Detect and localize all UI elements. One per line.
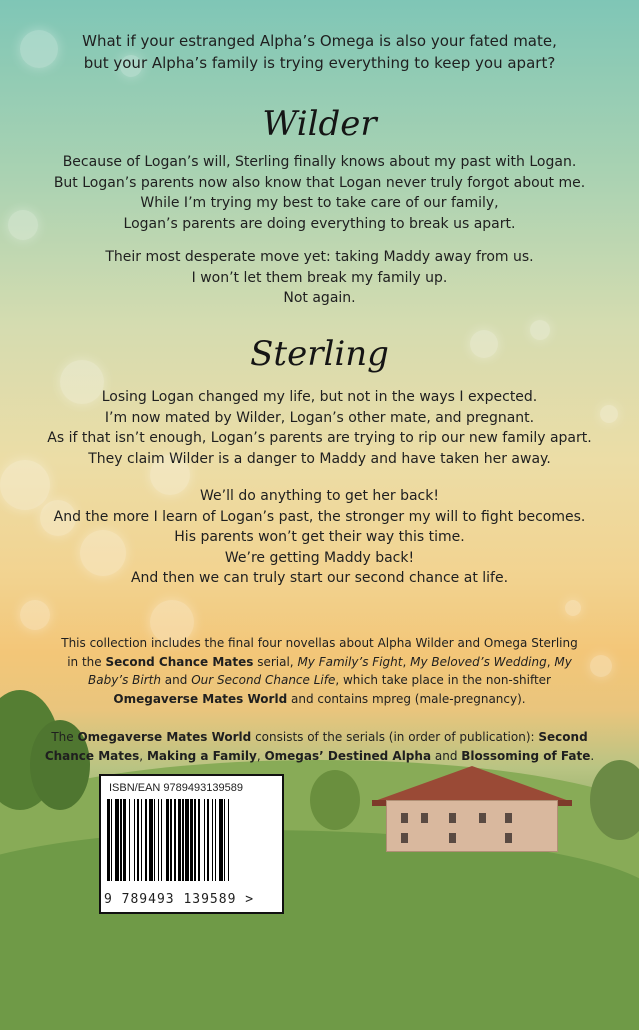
intro-question	[0, 30, 639, 74]
text-fragment: This collection includes the final four novellas about Alpha Wilder and Omega Sterling	[61, 636, 578, 650]
text-fragment: and	[431, 748, 462, 763]
book-title: My	[554, 654, 572, 669]
collection-note	[0, 634, 639, 708]
text-fragment: serial,	[253, 654, 298, 669]
isbn-label: ISBN/EAN 9789493139589	[109, 782, 243, 794]
text-line: Because of Logan’s will, Sterling finally knows about my past with Logan.	[62, 154, 577, 170]
serial-name: Blossoming of Fate	[461, 748, 591, 763]
text-fragment: The	[51, 730, 78, 744]
text-fragment: in the	[67, 654, 106, 669]
text-line: We’re getting Maddy back!	[224, 549, 415, 566]
text-line: But Logan’s parents now also know that Logan never truly forgot about me.	[53, 174, 586, 191]
serial-name: Chance Mates	[44, 748, 140, 763]
book-title: Our Second Chance Life	[191, 673, 336, 687]
book-title: My Beloved’s Wedding	[410, 654, 547, 669]
text-line: And the more I learn of Logan’s past, the stronger my will to fight becomes.	[53, 508, 586, 525]
text-fragment: .	[590, 748, 595, 763]
world-name: Omegaverse Mates World	[77, 730, 252, 744]
text-line: His parents won’t get their way this time.	[174, 529, 465, 545]
farmhouse	[386, 800, 558, 852]
wilder-paragraph-2	[0, 247, 639, 309]
serial-name: Second Chance Mates	[105, 654, 254, 669]
intro-line: What if your estranged Alpha’s Omega is also your fated mate,	[82, 32, 557, 50]
text-fragment: , which take place in the non-shifter	[335, 673, 551, 687]
barcode-digits: 9 789493 139589 >	[104, 892, 255, 907]
text-fragment: ,	[256, 748, 265, 763]
text-line: Logan’s parents are doing everything to break us apart.	[123, 215, 516, 232]
world-note	[0, 728, 639, 765]
world-name: Omegaverse Mates World	[113, 691, 288, 706]
barcode-bars	[107, 799, 267, 881]
text-fragment: ,	[546, 654, 555, 669]
sterling-heading: Sterling	[250, 334, 389, 374]
intro-line: but your Alpha’s family is trying everything to keep you apart?	[83, 54, 556, 72]
text-line: And then we can truly start our second chance at life.	[130, 570, 509, 586]
serial-name: Second	[538, 730, 588, 744]
text-line: Losing Logan changed my life, but not in the ways I expected.	[101, 389, 538, 405]
text-line: As if that isn’t enough, Logan’s parents are trying to rip our new family apart.	[47, 430, 592, 446]
text-fragment: ,	[402, 654, 411, 669]
isbn-barcode	[99, 774, 284, 914]
text-fragment: ,	[139, 748, 147, 763]
text-line: While I’m trying my best to take care of our family,	[140, 195, 499, 211]
book-title: My Family’s Fight	[297, 654, 403, 669]
sterling-paragraph-1	[0, 387, 639, 469]
serial-name: Omegas’ Destined Alpha	[264, 748, 432, 763]
text-line: They claim Wilder is a danger to Maddy and have taken her away.	[88, 450, 551, 467]
text-line: I’m now mated by Wilder, Logan’s other mate, and pregnant.	[104, 409, 535, 426]
text-line: I won’t let them break my family up.	[191, 269, 448, 286]
text-fragment: consists of the serials (in order of publication):	[251, 730, 539, 744]
wilder-paragraph-1	[0, 152, 639, 234]
text-fragment: and	[160, 673, 192, 687]
text-line: Not again.	[283, 290, 356, 306]
text-line: Their most desperate move yet: taking Maddy away from us.	[105, 249, 534, 265]
serial-name: Making a Family	[146, 748, 257, 763]
text-fragment: and contains mpreg (male-pregnancy).	[287, 691, 526, 706]
book-title: Baby’s Birth	[87, 673, 161, 687]
house-roof	[372, 766, 572, 802]
wilder-heading: Wilder	[262, 104, 377, 144]
sterling-paragraph-2	[0, 486, 639, 589]
text-line: We’ll do anything to get her back!	[200, 488, 439, 504]
